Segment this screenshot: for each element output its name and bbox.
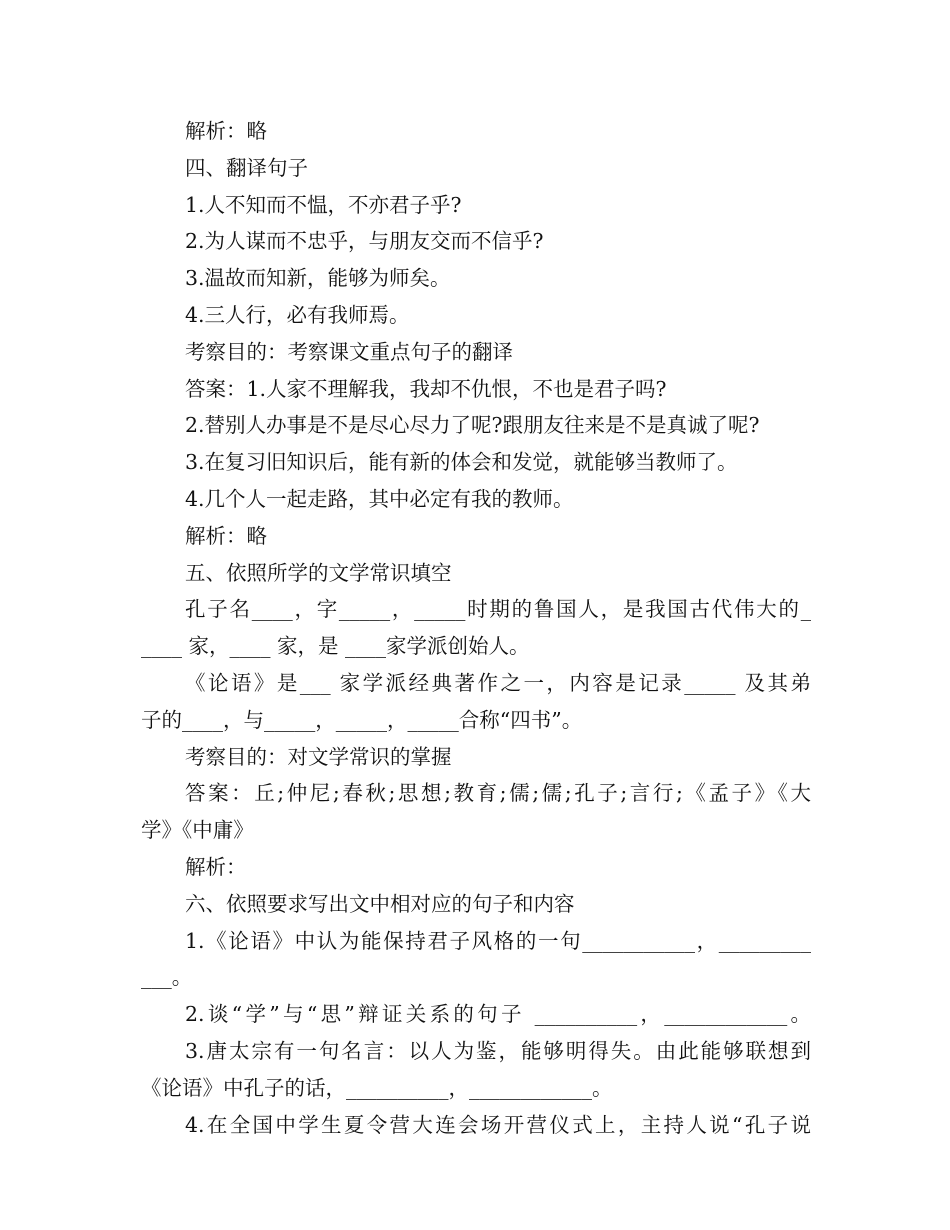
text-line: 3.在复习旧知识后，能有新的体会和发觉，就能够当教师了。 xyxy=(185,450,738,475)
document-body xyxy=(141,113,811,1143)
text-line: 《论语》是___ 家学派经典著作之一，内容是记录_____ 及其弟 xyxy=(185,670,811,695)
text-line: 1.《论语》中认为能保持君子风格的一句___________，_________ xyxy=(185,928,811,953)
text-line: 五、依照所学的文学常识填空 xyxy=(185,560,452,585)
text-line: 考察目的：对文学常识的掌握 xyxy=(185,744,452,769)
text-line: 4.在全国中学生夏令营大连会场开营仪式上，主持人说“孔子说 xyxy=(185,1112,811,1137)
text-line: 2.谈“学”与“思”辩证关系的句子 __________，____________。 xyxy=(185,1002,811,1027)
text-line: 六、依照要求写出文中相对应的句子和内容 xyxy=(185,891,575,916)
text-line: 子的____，与_____，_____，_____合称“四书”。 xyxy=(141,707,583,732)
text-line: 3.唐太宗有一句名言：以人为鉴，能够明得失。由此能够联想到 xyxy=(185,1038,811,1063)
text-line: ___。 xyxy=(141,965,193,990)
text-line: 4.几个人一起走路，其中必定有我的教师。 xyxy=(185,486,574,511)
text-line: 《论语》中孔子的话，__________，____________。 xyxy=(141,1075,613,1100)
text-line: 学》《中庸》 xyxy=(141,818,254,843)
text-line: 考察目的：考察课文重点句子的翻译 xyxy=(185,339,513,364)
text-line: 2.为人谋而不忠乎，与朋友交而不信乎? xyxy=(185,229,544,254)
text-line: 四、翻译句子 xyxy=(185,155,308,180)
text-line: 解析：略 xyxy=(185,119,267,143)
text-line: 2.替别人办事是不是尽心尽力了呢?跟朋友往来是不是真诚了呢? xyxy=(185,413,760,438)
text-line: 4.三人行，必有我师焉。 xyxy=(185,302,410,327)
text-line: 1.人不知而不愠，不亦君子乎? xyxy=(185,192,462,217)
text-line: 3.温故而知新，能够为师矣。 xyxy=(185,266,451,291)
text-line: 解析： xyxy=(185,854,247,879)
text-line: 解析：略 xyxy=(185,523,267,548)
text-line: 答案：1.人家不理解我，我却不仇恨，不也是君子吗? xyxy=(185,376,667,401)
text-line: 孔子名____，字_____，_____时期的鲁国人，是我国古代伟大的_ xyxy=(185,597,811,622)
text-line: ____ 家，____ 家，是 ____家学派创始人。 xyxy=(141,634,530,659)
text-line: 答案：丘;仲尼;春秋;思想;教育;儒;儒;孔子;言行;《孟子》《大 xyxy=(185,781,811,806)
